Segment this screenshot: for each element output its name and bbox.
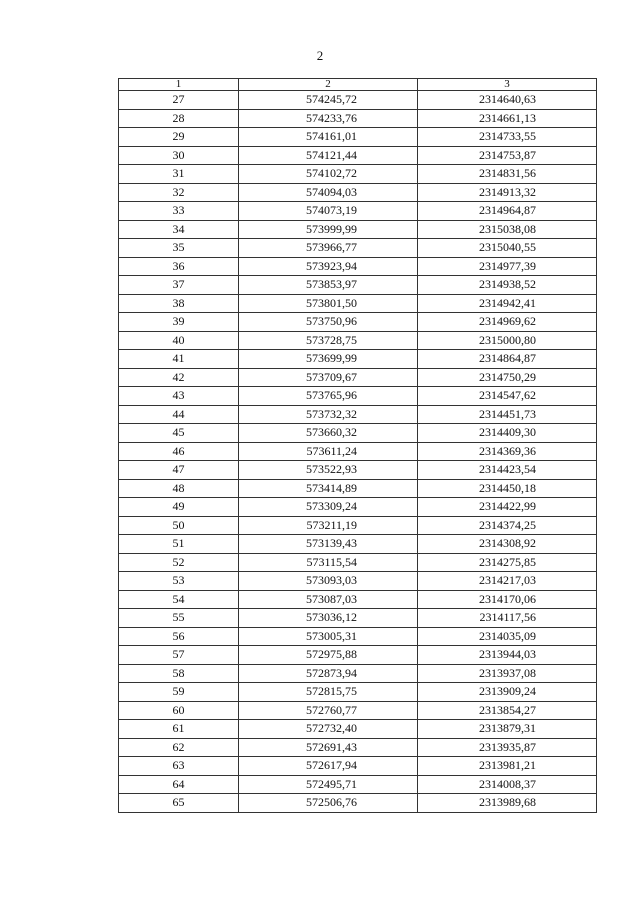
table-row	[119, 775, 597, 794]
coordinates-table	[118, 78, 597, 813]
point-number-cell: 50	[119, 516, 239, 535]
x-coordinate-cell: 572691,43	[239, 738, 418, 757]
y-coordinate-cell: 2314913,32	[418, 183, 597, 202]
x-coordinate-cell: 573211,19	[239, 516, 418, 535]
point-number-cell: 62	[119, 738, 239, 757]
y-coordinate-cell: 2314170,06	[418, 590, 597, 609]
table-row	[119, 313, 597, 332]
table-row	[119, 220, 597, 239]
point-number-cell: 54	[119, 590, 239, 609]
table-row	[119, 350, 597, 369]
x-coordinate-cell: 573611,24	[239, 442, 418, 461]
x-coordinate-cell: 574073,19	[239, 202, 418, 221]
x-coordinate-cell: 572975,88	[239, 646, 418, 665]
y-coordinate-cell: 2315038,08	[418, 220, 597, 239]
y-coordinate-cell: 2314640,63	[418, 91, 597, 110]
table-row	[119, 683, 597, 702]
point-number-cell: 61	[119, 720, 239, 739]
table-row	[119, 424, 597, 443]
x-coordinate-cell: 573999,99	[239, 220, 418, 239]
x-coordinate-cell: 574233,76	[239, 109, 418, 128]
y-coordinate-cell: 2313989,68	[418, 794, 597, 813]
y-coordinate-cell: 2314117,56	[418, 609, 597, 628]
point-number-cell: 42	[119, 368, 239, 387]
table-row	[119, 442, 597, 461]
y-coordinate-cell: 2314374,25	[418, 516, 597, 535]
point-number-cell: 59	[119, 683, 239, 702]
table-row	[119, 331, 597, 350]
point-number-cell: 31	[119, 165, 239, 184]
y-coordinate-cell: 2314733,55	[418, 128, 597, 147]
y-coordinate-cell: 2314451,73	[418, 405, 597, 424]
table-body	[119, 91, 597, 813]
y-coordinate-cell: 2313937,08	[418, 664, 597, 683]
x-coordinate-cell: 573522,93	[239, 461, 418, 480]
y-coordinate-cell: 2314217,03	[418, 572, 597, 591]
x-coordinate-cell: 572815,75	[239, 683, 418, 702]
y-coordinate-cell: 2314422,99	[418, 498, 597, 517]
column-header-3: 3	[418, 79, 597, 91]
x-coordinate-cell: 573728,75	[239, 331, 418, 350]
point-number-cell: 33	[119, 202, 239, 221]
point-number-cell: 57	[119, 646, 239, 665]
table-row	[119, 294, 597, 313]
table-row	[119, 146, 597, 165]
y-coordinate-cell: 2314969,62	[418, 313, 597, 332]
y-coordinate-cell: 2314977,39	[418, 257, 597, 276]
table-row	[119, 202, 597, 221]
table-row	[119, 479, 597, 498]
table-row	[119, 664, 597, 683]
x-coordinate-cell: 573709,67	[239, 368, 418, 387]
point-number-cell: 51	[119, 535, 239, 554]
table-row	[119, 609, 597, 628]
point-number-cell: 35	[119, 239, 239, 258]
x-coordinate-cell: 573093,03	[239, 572, 418, 591]
table-row	[119, 368, 597, 387]
point-number-cell: 34	[119, 220, 239, 239]
point-number-cell: 28	[119, 109, 239, 128]
x-coordinate-cell: 573853,97	[239, 276, 418, 295]
y-coordinate-cell: 2314450,18	[418, 479, 597, 498]
point-number-cell: 63	[119, 757, 239, 776]
point-number-cell: 36	[119, 257, 239, 276]
table-row	[119, 405, 597, 424]
table-row	[119, 183, 597, 202]
y-coordinate-cell: 2314753,87	[418, 146, 597, 165]
y-coordinate-cell: 2314938,52	[418, 276, 597, 295]
x-coordinate-cell: 573699,99	[239, 350, 418, 369]
point-number-cell: 60	[119, 701, 239, 720]
x-coordinate-cell: 573036,12	[239, 609, 418, 628]
point-number-cell: 45	[119, 424, 239, 443]
y-coordinate-cell: 2314864,87	[418, 350, 597, 369]
point-number-cell: 48	[119, 479, 239, 498]
x-coordinate-cell: 572732,40	[239, 720, 418, 739]
y-coordinate-cell: 2314008,37	[418, 775, 597, 794]
point-number-cell: 32	[119, 183, 239, 202]
y-coordinate-cell: 2314035,09	[418, 627, 597, 646]
x-coordinate-cell: 572506,76	[239, 794, 418, 813]
x-coordinate-cell: 573801,50	[239, 294, 418, 313]
point-number-cell: 52	[119, 553, 239, 572]
x-coordinate-cell: 573765,96	[239, 387, 418, 406]
point-number-cell: 41	[119, 350, 239, 369]
y-coordinate-cell: 2314750,29	[418, 368, 597, 387]
table-row	[119, 590, 597, 609]
x-coordinate-cell: 573966,77	[239, 239, 418, 258]
y-coordinate-cell: 2313935,87	[418, 738, 597, 757]
point-number-cell: 30	[119, 146, 239, 165]
column-header-1: 1	[119, 79, 239, 91]
table-row	[119, 535, 597, 554]
y-coordinate-cell: 2314308,92	[418, 535, 597, 554]
point-number-cell: 64	[119, 775, 239, 794]
y-coordinate-cell: 2314661,13	[418, 109, 597, 128]
point-number-cell: 44	[119, 405, 239, 424]
table-row	[119, 720, 597, 739]
point-number-cell: 27	[119, 91, 239, 110]
y-coordinate-cell: 2314964,87	[418, 202, 597, 221]
x-coordinate-cell: 572617,94	[239, 757, 418, 776]
point-number-cell: 49	[119, 498, 239, 517]
table-row	[119, 91, 597, 110]
x-coordinate-cell: 573115,54	[239, 553, 418, 572]
table-row	[119, 646, 597, 665]
x-coordinate-cell: 574094,03	[239, 183, 418, 202]
x-coordinate-cell: 574161,01	[239, 128, 418, 147]
point-number-cell: 47	[119, 461, 239, 480]
x-coordinate-cell: 573087,03	[239, 590, 418, 609]
y-coordinate-cell: 2314275,85	[418, 553, 597, 572]
point-number-cell: 37	[119, 276, 239, 295]
point-number-cell: 29	[119, 128, 239, 147]
point-number-cell: 40	[119, 331, 239, 350]
x-coordinate-cell: 572760,77	[239, 701, 418, 720]
table-row	[119, 498, 597, 517]
y-coordinate-cell: 2314942,41	[418, 294, 597, 313]
table-row	[119, 165, 597, 184]
table-row	[119, 461, 597, 480]
x-coordinate-cell: 573660,32	[239, 424, 418, 443]
y-coordinate-cell: 2314369,36	[418, 442, 597, 461]
x-coordinate-cell: 573005,31	[239, 627, 418, 646]
table-row	[119, 627, 597, 646]
x-coordinate-cell: 573732,32	[239, 405, 418, 424]
y-coordinate-cell: 2313854,27	[418, 701, 597, 720]
table-row	[119, 757, 597, 776]
y-coordinate-cell: 2314409,30	[418, 424, 597, 443]
table-row	[119, 516, 597, 535]
y-coordinate-cell: 2314547,62	[418, 387, 597, 406]
point-number-cell: 53	[119, 572, 239, 591]
point-number-cell: 39	[119, 313, 239, 332]
point-number-cell: 46	[119, 442, 239, 461]
page-number: 2	[316, 48, 324, 63]
y-coordinate-cell: 2314831,56	[418, 165, 597, 184]
table-row	[119, 276, 597, 295]
table-header	[119, 79, 597, 91]
table-row	[119, 794, 597, 813]
point-number-cell: 58	[119, 664, 239, 683]
y-coordinate-cell: 2314423,54	[418, 461, 597, 480]
x-coordinate-cell: 573750,96	[239, 313, 418, 332]
header-row	[119, 79, 597, 91]
y-coordinate-cell: 2315000,80	[418, 331, 597, 350]
x-coordinate-cell: 573139,43	[239, 535, 418, 554]
table-row	[119, 128, 597, 147]
x-coordinate-cell: 573414,89	[239, 479, 418, 498]
x-coordinate-cell: 574102,72	[239, 165, 418, 184]
y-coordinate-cell: 2313981,21	[418, 757, 597, 776]
point-number-cell: 65	[119, 794, 239, 813]
y-coordinate-cell: 2313879,31	[418, 720, 597, 739]
y-coordinate-cell: 2313909,24	[418, 683, 597, 702]
table-row	[119, 387, 597, 406]
table-row	[119, 257, 597, 276]
table-row	[119, 572, 597, 591]
y-coordinate-cell: 2315040,55	[418, 239, 597, 258]
column-header-2: 2	[239, 79, 418, 91]
point-number-cell: 38	[119, 294, 239, 313]
x-coordinate-cell: 573309,24	[239, 498, 418, 517]
point-number-cell: 43	[119, 387, 239, 406]
table-row	[119, 701, 597, 720]
table-row	[119, 109, 597, 128]
x-coordinate-cell: 574245,72	[239, 91, 418, 110]
x-coordinate-cell: 573923,94	[239, 257, 418, 276]
x-coordinate-cell: 572873,94	[239, 664, 418, 683]
point-number-cell: 56	[119, 627, 239, 646]
point-number-cell: 55	[119, 609, 239, 628]
x-coordinate-cell: 572495,71	[239, 775, 418, 794]
table-row	[119, 239, 597, 258]
table-row	[119, 553, 597, 572]
y-coordinate-cell: 2313944,03	[418, 646, 597, 665]
x-coordinate-cell: 574121,44	[239, 146, 418, 165]
table-row	[119, 738, 597, 757]
